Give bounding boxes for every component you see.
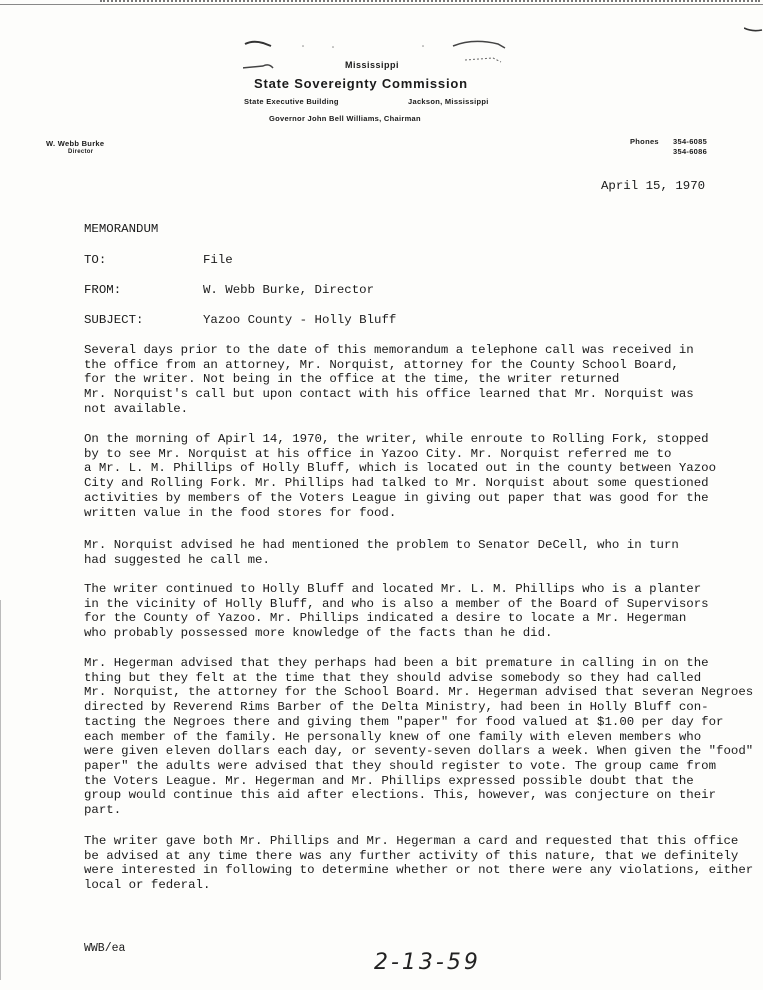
body-line: group would continue this aid after elections. This, however, was conjecture on their	[84, 788, 717, 803]
body-line: The writer continued to Holly Bluff and located Mr. L. M. Phillips who is a planter	[84, 582, 702, 596]
to-value: File	[203, 253, 233, 267]
body-line: The writer gave both Mr. Phillips and Mr. Hegerman a card and requested that this office	[84, 834, 739, 848]
body-line: Mr. Norquist, the attorney for the School Board. Mr. Hegerman advised that severan Negroes	[84, 685, 754, 700]
body-line: had suggested he call me.	[84, 552, 270, 567]
director-name: W. Webb Burke	[46, 139, 105, 148]
body-line: each member of the family. He personally knew of one family with eleven members who	[84, 729, 702, 744]
from-value: W. Webb Burke, Director	[203, 283, 375, 297]
memo-heading: MEMORANDUM	[84, 222, 159, 236]
scan-left-edge	[0, 600, 1, 980]
body-line: tacting the Negroes there and giving them "paper" for food valued at $1.00 per day for	[84, 714, 724, 729]
state-seal-mark	[243, 38, 513, 78]
body-line: City and Rolling Fork. Mr. Phillips had talked to Mr. Norquist about some questioned	[84, 476, 709, 491]
body-line: Mr. Norquist advised he had mentioned the problem to Senator DeCell, who in turn	[84, 538, 679, 552]
body-paragraph-5	[84, 656, 762, 818]
body-line: for the writer. Not being in the office at the time, the writer returned	[84, 372, 620, 387]
letterhead-chairman: Governor John Bell Williams, Chairman	[269, 114, 421, 123]
letterhead-building: State Executive Building	[244, 97, 339, 106]
body-line: were interested in following to determine whether or not there were any violations, either	[84, 863, 754, 878]
body-paragraph-4	[84, 582, 762, 641]
body-paragraph-2	[84, 432, 762, 520]
body-line: not available.	[84, 401, 189, 416]
to-label: TO:	[84, 253, 107, 267]
body-line: On the morning of Apirl 14, 1970, the writer, while enroute to Rolling Fork, stopped	[84, 432, 709, 446]
body-line: a Mr. L. M. Phillips of Holly Bluff, which is located out in the county between Yazoo	[84, 461, 717, 476]
director-title: Director	[68, 149, 94, 155]
body-line: local or federal.	[84, 878, 211, 893]
phone-1: 354-6085	[673, 137, 708, 146]
body-line: Several days prior to the date of this memorandum a telephone call was received in	[84, 343, 694, 357]
body-line: activities by members of the Voters League in giving out paper that was good for the	[84, 490, 709, 505]
scan-mark-corner	[744, 24, 763, 34]
body-line: part.	[84, 803, 122, 818]
subject-label: SUBJECT:	[84, 313, 144, 327]
body-line: be advised at any time there was any further activity of this nature, that we definitely	[84, 848, 739, 863]
body-line: Mr. Norquist's call but upon contact with his office learned that Mr. Norquist was	[84, 387, 694, 402]
body-line: paper" the adults were advised that they should register to vote. The group came from	[84, 758, 717, 773]
letterhead-city: Jackson, Mississippi	[408, 97, 489, 106]
body-line: thing but they felt at the time that they should advise somebody so they had called	[84, 670, 702, 685]
body-line: directed by Reverend Rims Barber of the Delta Ministry, had been in Holly Bluff con-	[84, 700, 709, 715]
body-line: the office from an attorney, Mr. Norquist, attorney for the County School Board,	[84, 357, 679, 372]
body-line: were given eleven dollars each day, or seventy-seven dollars a week. When given the "food"	[84, 744, 754, 759]
body-line: the Voters League. Mr. Hegerman and Mr. Phillips expressed possible doubt that the	[84, 773, 694, 788]
body-line: Mr. Hegerman advised that they perhaps had been a bit premature in calling in on the	[84, 656, 709, 670]
perforation-line	[100, 0, 760, 8]
from-label: FROM:	[84, 283, 122, 297]
letterhead-state: Mississippi	[345, 60, 400, 70]
body-paragraph-6	[84, 834, 762, 893]
phone-2: 354-6086	[673, 147, 708, 156]
body-line: in the vicinity of Holly Bluff, and who is also a member of the Board of Supervisors	[84, 596, 709, 611]
phones-label: Phones	[630, 137, 659, 146]
body-line: written value in the food stores for food.	[84, 505, 397, 520]
body-paragraph-1	[84, 343, 762, 417]
body-line: by to see Mr. Norquist at his office in Yazoo City. Mr. Norquist referred me to	[84, 446, 672, 461]
subject-value: Yazoo County - Holly Bluff	[203, 313, 397, 327]
memo-date: April 15, 1970	[601, 179, 706, 193]
body-paragraph-3	[84, 538, 762, 567]
letterhead-agency: State Sovereignty Commission	[254, 76, 468, 91]
typist-initials: WWB/ea	[84, 942, 126, 955]
body-line: for the County of Yazoo. Mr. Phillips indicated a desire to locate a Mr. Hegerman	[84, 611, 687, 626]
handwritten-number: 2-13-59	[374, 950, 481, 975]
body-line: who probably possessed more knowledge of the facts than he did.	[84, 626, 553, 641]
